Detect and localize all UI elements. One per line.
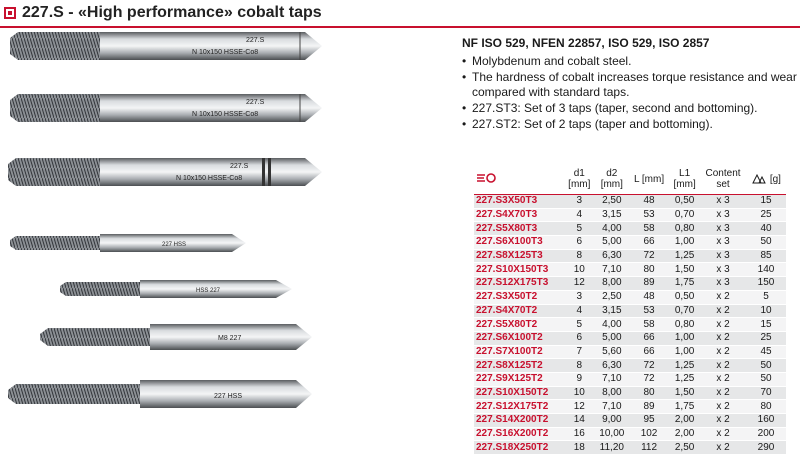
l1-cell: 0,50 [669, 195, 700, 209]
d1-cell: 3 [564, 290, 595, 304]
length-cell: 48 [629, 290, 669, 304]
tap-2-brand: 227.S [246, 99, 265, 106]
table-row [474, 290, 786, 304]
length-cell: 80 [629, 386, 669, 400]
tap-2-marking: N 10x150 HSSE-Co8 [192, 111, 259, 118]
tap-3-marking: N 10x150 HSSE-Co8 [176, 175, 243, 182]
reference-cell: 227.S8X125T3 [474, 249, 564, 263]
length-cell: 53 [629, 208, 669, 222]
table-row [474, 427, 786, 441]
d2-cell: 4,00 [595, 222, 629, 236]
d2-cell: 7,10 [595, 263, 629, 277]
tap-1-marking: N 10x150 HSSE-Co8 [192, 49, 259, 56]
content-column-header: Content set [700, 164, 746, 195]
tap-5-marking: HSS 227 [196, 288, 221, 294]
reference-cell: 227.S3X50T2 [474, 290, 564, 304]
weight-cell: 40 [746, 222, 786, 236]
length-cell: 89 [629, 400, 669, 414]
d2-cell: 5,00 [595, 331, 629, 345]
l1-cell: 0,50 [669, 290, 700, 304]
reference-cell: 227.S5X80T2 [474, 318, 564, 332]
content-set-cell: x 2 [700, 290, 746, 304]
weight-cell: 15 [746, 318, 786, 332]
d1-cell: 12 [564, 277, 595, 291]
tap-3-brand: 227.S [230, 163, 249, 170]
table-row [474, 277, 786, 291]
tap-6 [40, 324, 312, 350]
length-cell: 48 [629, 195, 669, 209]
d1-cell: 4 [564, 208, 595, 222]
d1-cell: 8 [564, 249, 595, 263]
l1-cell: 1,75 [669, 400, 700, 414]
d1-cell: 4 [564, 304, 595, 318]
l1-cell: 1,75 [669, 277, 700, 291]
tap-4-marking: 227 HSS [162, 242, 187, 248]
page-title: 227.S - «High performance» cobalt taps [22, 4, 322, 21]
length-cell: 80 [629, 263, 669, 277]
feature-item: • Molybdenum and cobalt steel. [462, 54, 798, 69]
length-cell: 66 [629, 345, 669, 359]
length-column-header: L [mm] [629, 164, 669, 195]
d2-cell: 2,50 [595, 290, 629, 304]
tap-6-marking: M8 227 [218, 335, 242, 342]
table-row [474, 400, 786, 414]
d2-cell: 10,00 [595, 427, 629, 441]
d2-cell: 8,00 [595, 277, 629, 291]
length-cell: 66 [629, 236, 669, 250]
tap-4 [10, 234, 246, 252]
l1-cell: 1,00 [669, 331, 700, 345]
feature-list [462, 54, 798, 132]
weight-cell: 140 [746, 263, 786, 277]
content-set-cell: x 2 [700, 441, 746, 455]
l1-cell: 1,00 [669, 236, 700, 250]
l1-cell: 0,70 [669, 208, 700, 222]
d1-cell: 5 [564, 222, 595, 236]
length-cell: 72 [629, 359, 669, 373]
scale-icon [751, 174, 767, 184]
length-cell: 89 [629, 277, 669, 291]
l1-cell: 0,80 [669, 222, 700, 236]
d1-cell: 10 [564, 263, 595, 277]
spec-body [474, 195, 786, 455]
table-row [474, 441, 786, 455]
d2-cell: 3,15 [595, 208, 629, 222]
reference-cell: 227.S5X80T3 [474, 222, 564, 236]
content-set-cell: x 3 [700, 195, 746, 209]
ref-column-header [474, 164, 564, 195]
reference-cell: 227.S10X150T2 [474, 386, 564, 400]
reference-cell: 227.S18X250T2 [474, 441, 564, 455]
d2-cell: 7,10 [595, 372, 629, 386]
content-set-cell: x 3 [700, 277, 746, 291]
weight-cell: 25 [746, 208, 786, 222]
d2-cell: 9,00 [595, 414, 629, 428]
weight-cell: 50 [746, 359, 786, 373]
taps-product-image [0, 28, 345, 452]
length-cell: 72 [629, 249, 669, 263]
content-set-cell: x 2 [700, 372, 746, 386]
weight-cell: 50 [746, 236, 786, 250]
l1-cell: 0,70 [669, 304, 700, 318]
content-set-cell: x 3 [700, 236, 746, 250]
standards-line: NF ISO 529, NFEN 22857, ISO 529, ISO 2857 [462, 36, 710, 50]
d2-cell: 6,30 [595, 249, 629, 263]
weight-cell: 85 [746, 249, 786, 263]
reference-cell: 227.S10X150T3 [474, 263, 564, 277]
reference-cell: 227.S7X100T2 [474, 345, 564, 359]
l1-cell: 1,25 [669, 372, 700, 386]
reference-cell: 227.S3X50T3 [474, 195, 564, 209]
tap-7 [8, 380, 312, 408]
d1-cell: 6 [564, 331, 595, 345]
d2-cell: 3,15 [595, 304, 629, 318]
tap-2 [10, 94, 322, 122]
content-set-cell: x 3 [700, 263, 746, 277]
weight-column-header: [g] [746, 164, 786, 195]
title-square-icon [4, 7, 16, 19]
feature-item: • 227.ST2: Set of 2 taps (taper and bottoming). [462, 117, 798, 132]
spec-header-row [474, 164, 786, 195]
d2-cell: 7,10 [595, 400, 629, 414]
content-set-cell: x 2 [700, 345, 746, 359]
reference-cell: 227.S14X200T2 [474, 414, 564, 428]
l1-cell: 1,25 [669, 249, 700, 263]
d2-column-header: d2 [mm] [595, 164, 629, 195]
content-set-cell: x 2 [700, 359, 746, 373]
tap-5 [60, 280, 292, 298]
table-row [474, 414, 786, 428]
d2-cell: 5,00 [595, 236, 629, 250]
d1-column-header: d1 [mm] [564, 164, 595, 195]
table-row [474, 345, 786, 359]
table-row [474, 236, 786, 250]
table-row [474, 222, 786, 236]
weight-cell: 45 [746, 345, 786, 359]
weight-cell: 290 [746, 441, 786, 455]
d1-cell: 6 [564, 236, 595, 250]
l1-cell: 1,00 [669, 345, 700, 359]
length-cell: 112 [629, 441, 669, 455]
weight-cell: 50 [746, 372, 786, 386]
d1-cell: 8 [564, 359, 595, 373]
d1-cell: 16 [564, 427, 595, 441]
weight-cell: 70 [746, 386, 786, 400]
spec-table [474, 164, 786, 455]
content-set-cell: x 2 [700, 400, 746, 414]
feature-item: • The hardness of cobalt increases torque resistance and wear compared with standard taps. [462, 70, 798, 100]
d1-cell: 18 [564, 441, 595, 455]
tap-1-brand: 227.S [246, 37, 265, 44]
facom-logo-icon [476, 173, 498, 183]
content-set-cell: x 2 [700, 304, 746, 318]
content-set-cell: x 3 [700, 222, 746, 236]
reference-cell: 227.S4X70T2 [474, 304, 564, 318]
reference-cell: 227.S12X175T2 [474, 400, 564, 414]
weight-cell: 150 [746, 277, 786, 291]
tap-1 [10, 32, 322, 60]
length-cell: 72 [629, 372, 669, 386]
l1-column-header: L1 [mm] [669, 164, 700, 195]
d1-cell: 9 [564, 372, 595, 386]
table-row [474, 304, 786, 318]
table-row [474, 386, 786, 400]
l1-cell: 0,80 [669, 318, 700, 332]
length-cell: 95 [629, 414, 669, 428]
l1-cell: 1,50 [669, 386, 700, 400]
d1-cell: 5 [564, 318, 595, 332]
l1-cell: 2,50 [669, 441, 700, 455]
table-row [474, 263, 786, 277]
content-set-cell: x 2 [700, 427, 746, 441]
table-row [474, 249, 786, 263]
d1-cell: 12 [564, 400, 595, 414]
content-set-cell: x 3 [700, 249, 746, 263]
content-set-cell: x 2 [700, 414, 746, 428]
content-set-cell: x 2 [700, 318, 746, 332]
d2-cell: 8,00 [595, 386, 629, 400]
d2-cell: 11,20 [595, 441, 629, 455]
l1-cell: 1,50 [669, 263, 700, 277]
length-cell: 66 [629, 331, 669, 345]
table-row [474, 318, 786, 332]
length-cell: 58 [629, 318, 669, 332]
l1-cell: 2,00 [669, 414, 700, 428]
table-row [474, 331, 786, 345]
d1-cell: 3 [564, 195, 595, 209]
feature-item: • 227.ST3: Set of 3 taps (taper, second and bottoming). [462, 101, 798, 116]
table-row [474, 195, 786, 209]
d1-cell: 7 [564, 345, 595, 359]
table-row [474, 359, 786, 373]
d2-cell: 4,00 [595, 318, 629, 332]
weight-cell: 25 [746, 331, 786, 345]
weight-cell: 10 [746, 304, 786, 318]
l1-cell: 2,00 [669, 427, 700, 441]
table-row [474, 372, 786, 386]
tap-7-marking: 227 HSS [214, 393, 243, 400]
weight-cell: 160 [746, 414, 786, 428]
length-cell: 102 [629, 427, 669, 441]
reference-cell: 227.S8X125T2 [474, 359, 564, 373]
d1-cell: 14 [564, 414, 595, 428]
length-cell: 58 [629, 222, 669, 236]
reference-cell: 227.S6X100T2 [474, 331, 564, 345]
weight-cell: 200 [746, 427, 786, 441]
table-row [474, 208, 786, 222]
weight-cell: 15 [746, 195, 786, 209]
length-cell: 53 [629, 304, 669, 318]
content-set-cell: x 2 [700, 331, 746, 345]
reference-cell: 227.S12X175T3 [474, 277, 564, 291]
tap-3 [8, 158, 322, 186]
reference-cell: 227.S6X100T3 [474, 236, 564, 250]
reference-cell: 227.S9X125T2 [474, 372, 564, 386]
reference-cell: 227.S16X200T2 [474, 427, 564, 441]
weight-cell: 80 [746, 400, 786, 414]
d2-cell: 6,30 [595, 359, 629, 373]
content-set-cell: x 2 [700, 386, 746, 400]
reference-cell: 227.S4X70T3 [474, 208, 564, 222]
d2-cell: 2,50 [595, 195, 629, 209]
l1-cell: 1,25 [669, 359, 700, 373]
d1-cell: 10 [564, 386, 595, 400]
content-set-cell: x 3 [700, 208, 746, 222]
title-bar [0, 0, 800, 28]
d2-cell: 5,60 [595, 345, 629, 359]
product-info [462, 36, 798, 133]
weight-cell: 5 [746, 290, 786, 304]
